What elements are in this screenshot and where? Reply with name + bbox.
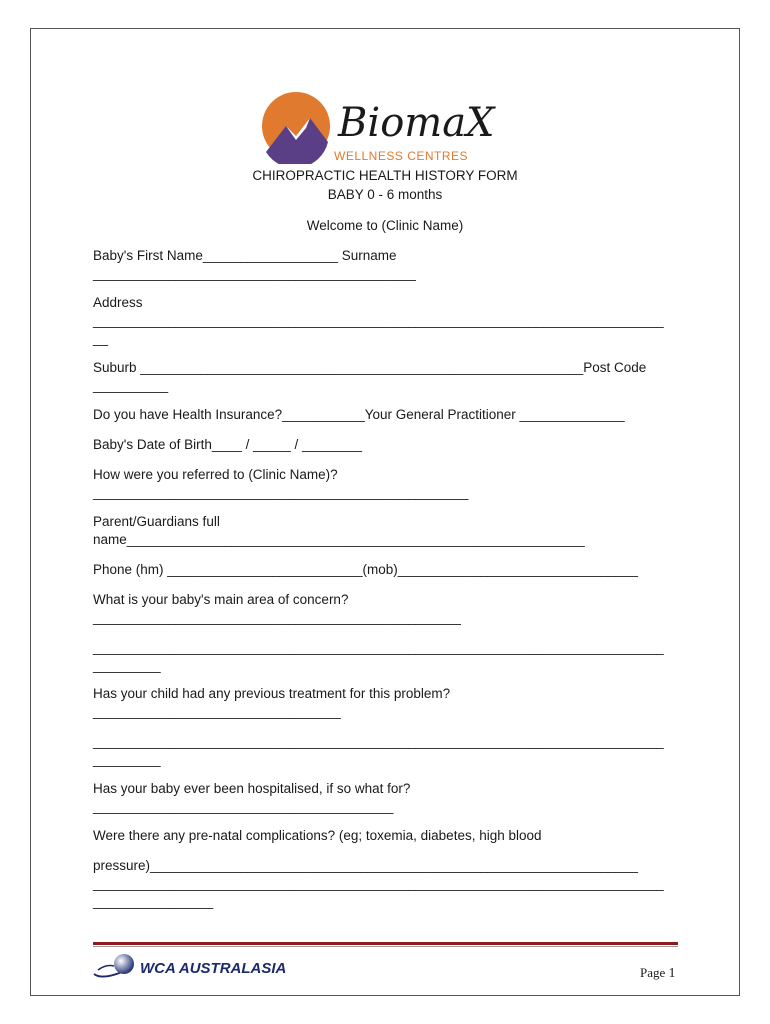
address-line[interactable]: ____________________________________________________________________________ [93,313,664,328]
referred-line[interactable]: __________________________________________________ [93,485,469,500]
first-name-field[interactable]: Baby's First Name__________________ Surname [93,248,397,263]
referred-question: How were you referred to (Clinic Name)? [93,467,338,482]
prenatal-line-2[interactable]: ________________ [93,894,214,909]
footer-brand-text: WCA AUSTRALASIA [140,960,287,977]
logo-tagline: WELLNESS CENTRES [334,149,469,163]
treatment-question: Has your child had any previous treatment for this problem? [93,686,451,701]
wca-australasia-logo [92,950,292,982]
page-number: Page 1 [640,965,676,981]
logo-brand-text: BiomaX [338,100,495,146]
concern-question: What is your baby's main area of concern? [93,592,349,607]
date-of-birth-field[interactable]: Baby's Date of Birth____ / _____ / ________ [93,437,363,452]
treatment-line-1[interactable]: _________________________________ [93,704,341,719]
footer-rule-thin [93,946,678,947]
address-line-cont[interactable]: __ [93,331,109,346]
concern-line-2[interactable]: ____________________________________________________________________________ [93,640,664,655]
welcome-text: Welcome to (Clinic Name) [306,218,464,233]
treatment-line-3[interactable]: _________ [93,752,161,767]
prenatal-line-1[interactable]: ____________________________________________________________________________ [93,876,664,891]
prenatal-field[interactable]: pressure)_________________________________________________________________ [93,858,639,873]
address-label: Address [93,295,143,310]
concern-line-1[interactable]: _________________________________________________ [93,610,461,625]
phone-field[interactable]: Phone (hm) __________________________(mob)________________________________ [93,562,639,577]
postcode-line[interactable]: __________ [93,378,169,393]
hospital-line[interactable]: ________________________________________ [93,799,394,814]
treatment-line-2[interactable]: ____________________________________________________________________________ [93,734,664,749]
globe-icon [114,954,134,974]
concern-line-3[interactable]: _________ [93,658,161,673]
suburb-postcode-field[interactable]: Suburb ___________________________________________________________Post Code [93,360,647,375]
parent-label: Parent/Guardians full [93,514,220,529]
form-title: CHIROPRACTIC HEALTH HISTORY FORM [252,168,518,183]
parent-name-field[interactable]: name_____________________________________________________________ [93,532,585,547]
prenatal-question: Were there any pre-natal complications? (eg; toxemia, diabetes, high blood [93,828,542,843]
surname-line[interactable]: ___________________________________________ [93,266,416,281]
insurance-gp-field[interactable]: Do you have Health Insurance?___________Your General Practitioner ______________ [93,407,625,422]
biomax-logo [260,92,510,164]
form-subtitle: BABY 0 - 6 months [327,187,443,202]
footer-rule [93,942,678,945]
hospital-question: Has your baby ever been hospitalised, if so what for? [93,781,411,796]
